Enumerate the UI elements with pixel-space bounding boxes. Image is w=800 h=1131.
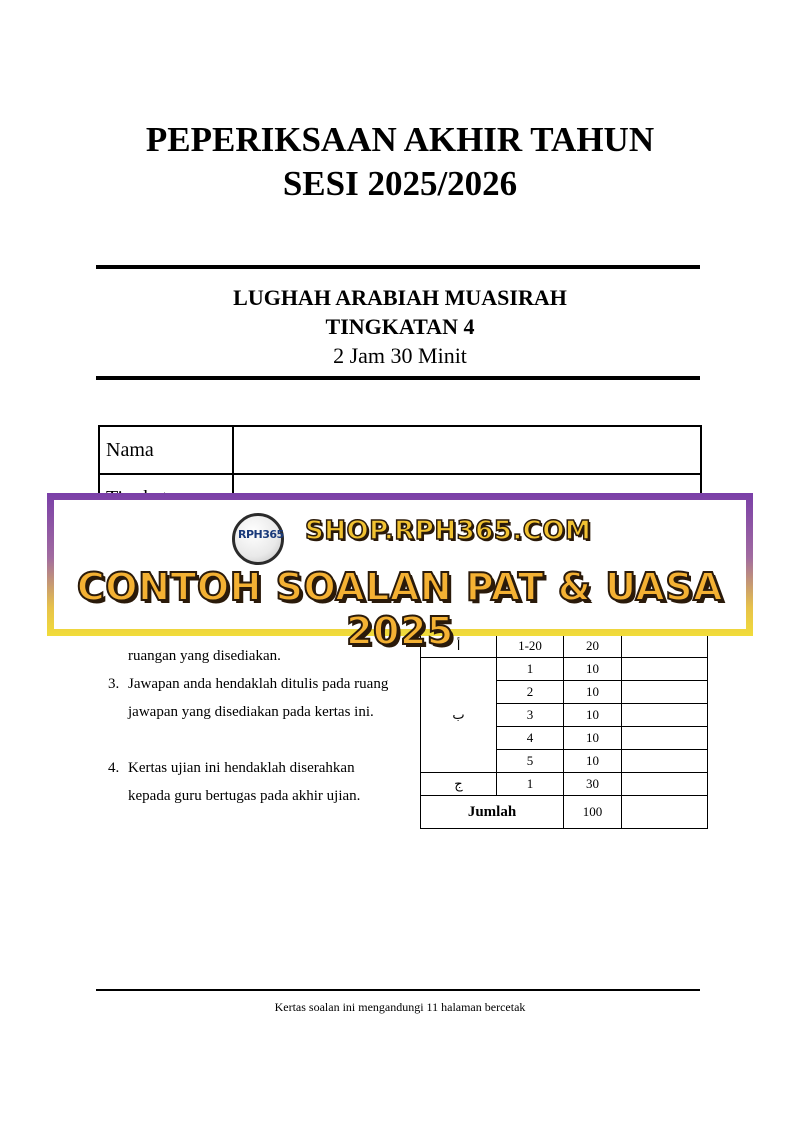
total-label: Jumlah — [421, 796, 564, 829]
marks-cell: 10 — [564, 704, 622, 727]
score-cell[interactable] — [622, 681, 708, 704]
exam-duration: 2 Jam 30 Minit — [333, 343, 467, 368]
question-cell: 2 — [497, 681, 564, 704]
score-cell[interactable] — [622, 750, 708, 773]
name-field[interactable] — [233, 426, 701, 474]
footer-note: Kertas soalan ini mengandungi 11 halaman bercetak — [274, 1000, 526, 1014]
subject-name: LUGHAH ARABIAH MUASIRAH — [233, 285, 567, 310]
question-cell: 4 — [497, 727, 564, 750]
logo-text: RPH365 — [238, 528, 284, 541]
question-cell: 3 — [497, 704, 564, 727]
instruction-item — [108, 670, 398, 726]
table-row — [421, 658, 708, 681]
marks-cell: 10 — [564, 750, 622, 773]
total-score-cell[interactable] — [622, 796, 708, 829]
marks-cell: 10 — [564, 681, 622, 704]
score-cell[interactable] — [622, 704, 708, 727]
header-divider — [96, 376, 700, 380]
section-cell: ب — [421, 658, 497, 773]
marks-table — [420, 634, 708, 829]
instruction-item — [108, 754, 398, 810]
instruction-text: Kertas ujian ini hendaklah diserahkan kepada guru bertugas pada akhir ujian. — [128, 760, 361, 804]
instruction-text: Jawapan anda hendaklah ditulis pada ruang jawapan yang disediakan pada kertas ini. — [128, 676, 389, 720]
score-cell[interactable] — [622, 727, 708, 750]
section-cell: ج — [421, 773, 497, 796]
instruction-number: 3. — [108, 676, 120, 692]
question-cell: 1 — [497, 658, 564, 681]
question-cell: 1 — [497, 773, 564, 796]
question-cell: 5 — [497, 750, 564, 773]
question-cell: 1-20 — [497, 635, 564, 658]
score-cell[interactable] — [622, 658, 708, 681]
exam-session: SESI 2025/2026 — [282, 164, 518, 203]
marks-cell: 30 — [564, 773, 622, 796]
banner-headline: CONTOH SOALAN PAT & UASA 2025 — [76, 565, 724, 653]
table-row — [421, 773, 708, 796]
total-value: 100 — [564, 796, 622, 829]
score-cell[interactable] — [622, 773, 708, 796]
marks-cell: 10 — [564, 658, 622, 681]
marks-cell: 10 — [564, 727, 622, 750]
instruction-text: ruangan yang disediakan. — [128, 648, 281, 664]
shop-link[interactable]: SHOP.RPH365.COM — [305, 516, 592, 546]
marks-cell: 20 — [564, 635, 622, 658]
subject-form: TINGKATAN 4 — [325, 314, 475, 339]
total-row — [421, 796, 708, 829]
name-label: Nama — [99, 426, 233, 474]
exam-title: PEPERIKSAAN AKHIR TAHUN — [145, 120, 655, 159]
footer-divider — [96, 989, 700, 991]
instruction-number: 4. — [108, 760, 120, 776]
section-cell: أ — [421, 635, 497, 658]
top-divider — [96, 265, 700, 269]
